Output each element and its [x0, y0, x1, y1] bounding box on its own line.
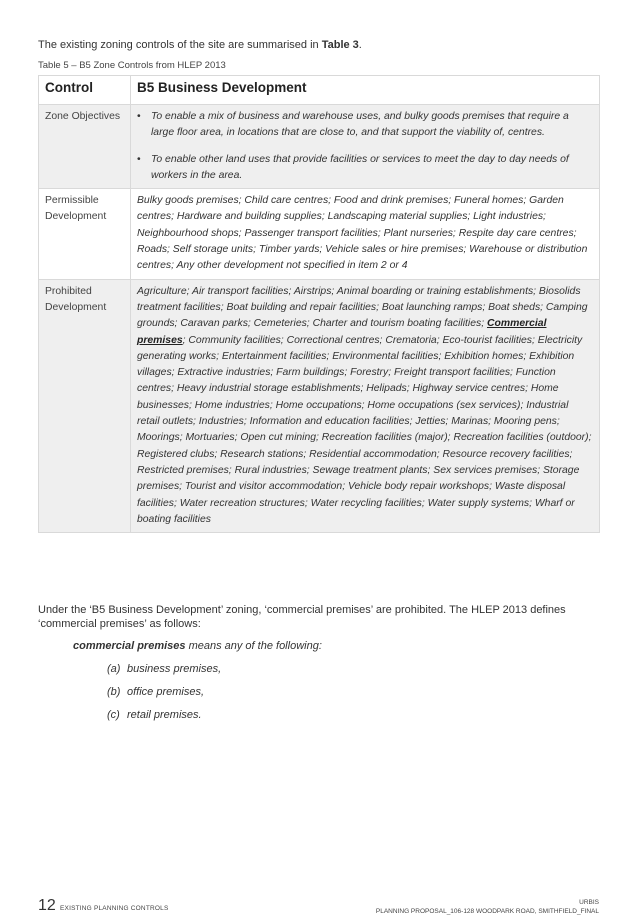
intro-end: .	[358, 39, 362, 51]
intro-text: The existing zoning controls of the site are summarised in	[38, 39, 322, 51]
item-marker: (b)	[107, 686, 121, 698]
zone-controls-table	[38, 75, 600, 533]
page-number: 12	[38, 897, 56, 914]
list-item	[137, 109, 593, 142]
footer-brand: URBIS	[579, 899, 599, 906]
table-row-prohibited	[39, 279, 600, 532]
objectives-cell	[131, 105, 600, 189]
objectives-label: Zone Objectives	[39, 105, 131, 189]
list-item	[107, 708, 221, 731]
table-row-objectives	[39, 105, 600, 189]
intro-paragraph	[38, 38, 362, 52]
header-control: Control	[39, 76, 131, 105]
footer-section: EXISTING PLANNING CONTROLS	[60, 905, 169, 912]
commercial-premises-link[interactable]: Commercial premises	[137, 318, 547, 346]
list-item	[107, 685, 221, 708]
table-header-row	[39, 76, 600, 105]
footer-document-title: PLANNING PROPOSAL_106-128 WOODPARK ROAD, SMITHFIELD_FINAL	[375, 908, 599, 915]
permissible-label: Permissible Development	[39, 189, 131, 279]
item-text: business premises,	[127, 663, 222, 675]
body-paragraph: Under the ‘B5 Business Development’ zoning, ‘commercial premises’ are prohibited. The HLEP 2013 defines ‘commercial premises’ as follows:	[38, 604, 566, 630]
prohibited-cell	[131, 279, 600, 532]
list-item	[137, 152, 593, 185]
prohibited-text-end: ; Community facilities; Correctional centres; Crematoria; Eco-tourist facilities; Electricity generating works; Entertainment facilities; Environmental facilities; Exhibition homes; Exhibition villages; Extractive industries; Farm buildings; Forestry; Freight transport facilities; Function centres; Heavy industrial storage establishments; Helipads; Highway service centres; Home businesses; Home industries; Home occupations; Home occupations (sex services); Industrial retail outlets; Industries; Information and education facilities; Jetties; Marinas; Mooring pens; Moorings; Mortuaries; Open cut mining; Recreation facilities (major); Recreation facilities (outdoor); Registered clubs; Research stations; Residential accommodation; Resource recovery facilities; Restricted premises; Rural industries; Sewage treatment plants; Sex services premises; Storage premises; Tourist and visitor accommodation; Vehicle body repair workshops; Waste disposal facilities; Water recreation structures; Water recycling facilities; Water supply systems; Wharf or boating facilities	[137, 334, 592, 525]
definition-list	[107, 662, 221, 731]
objective-text: To enable a mix of business and warehouse uses, and bulky goods premises that require a large floor area, in locations that are close to, and that support the viability of, centres.	[151, 111, 569, 139]
bullet-icon: •	[137, 111, 141, 122]
objectives-list	[137, 109, 593, 184]
table-reference: Table 3	[321, 39, 359, 51]
prohibited-label: Prohibited Development	[39, 279, 131, 532]
table-caption: Table 5 – B5 Zone Controls from HLEP 2013	[38, 60, 226, 71]
item-marker: (c)	[107, 709, 120, 721]
permissible-text: Bulky goods premises; Child care centres; Food and drink premises; Funeral homes; Garden centres; Hardware and building supplies; Landscaping material supplies; Light industries; Neighbourhood shops; Passenger transport facilities; Plant nurseries; Respite day care centres; Roads; Self storage units; Timber yards; Vehicle sales or hire premises; Warehouse or distribution centres; Any other development not specified in item 2 or 4	[131, 189, 600, 279]
list-item	[107, 662, 221, 685]
definition-text: means any of the following:	[185, 640, 322, 652]
prohibited-text-start: Agriculture; Air transport facilities; Airstrips; Animal boarding or training establishments; Biosolids treatment facilities; Boat building and repair facilities; Boat launching ramps; Boat sheds; Camping grounds; Caravan parks; Cemeteries; Charter and tourism boating facilities;	[137, 285, 588, 330]
table-row-permissible	[39, 189, 600, 279]
item-marker: (a)	[107, 663, 121, 675]
item-text: retail premises.	[127, 709, 202, 721]
item-text: office premises,	[127, 686, 205, 698]
definition-line	[73, 639, 322, 653]
objective-text: To enable other land uses that provide facilities or services to meet the day to day needs of workers in the area.	[151, 153, 569, 181]
header-zone: B5 Business Development	[131, 76, 600, 105]
bullet-icon: •	[137, 153, 141, 165]
definition-term: commercial premises	[73, 640, 186, 652]
